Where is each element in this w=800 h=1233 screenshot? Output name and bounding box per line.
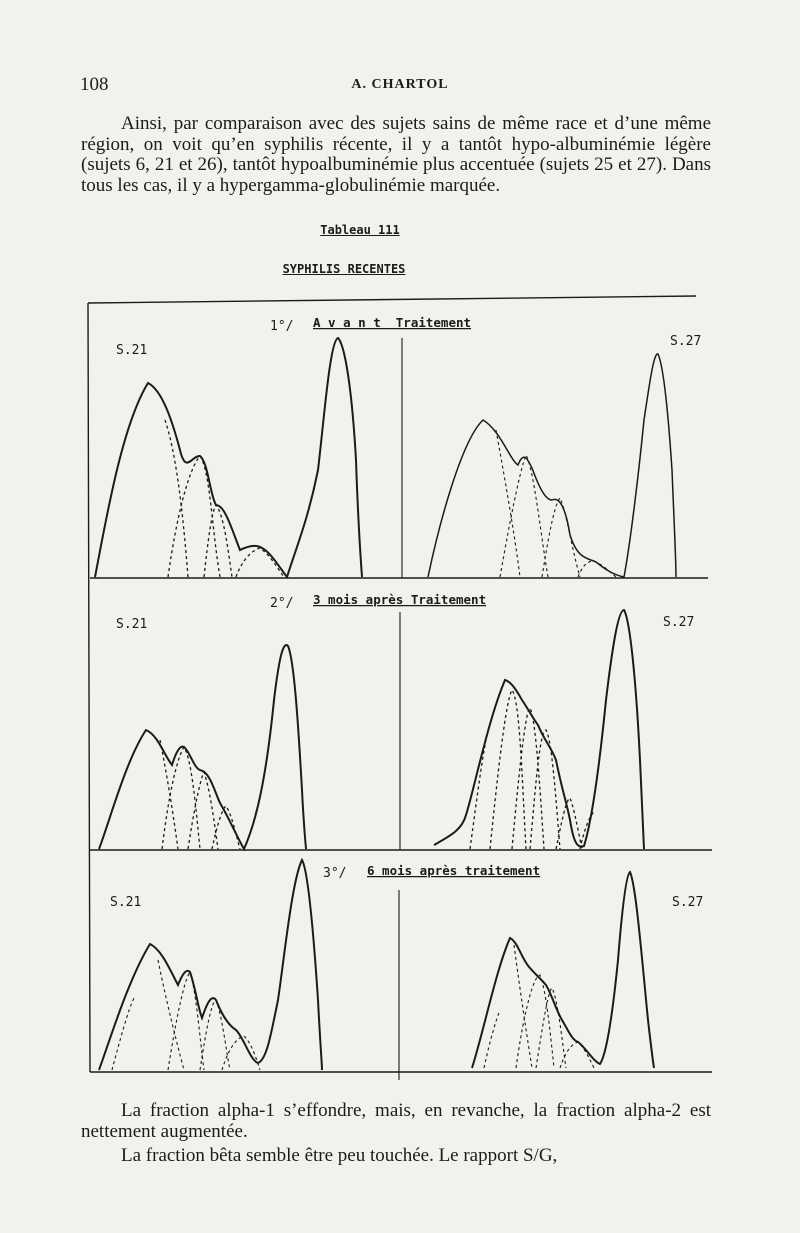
panel-1-right-label: S.27 bbox=[670, 334, 702, 349]
curve-p3-s21 bbox=[99, 860, 322, 1070]
panel-1-number: 1°/ bbox=[270, 319, 294, 334]
panel-1-left-label: S.21 bbox=[116, 343, 148, 358]
curve-p1-s27 bbox=[428, 354, 676, 577]
running-head-author: A. CHARTOL bbox=[351, 77, 449, 92]
panel-3-title: 6 mois après traitement bbox=[367, 863, 541, 878]
page-number: 108 bbox=[80, 74, 109, 95]
panel-3-left-label: S.21 bbox=[110, 895, 142, 910]
panel-2-title: 3 mois après Traitement bbox=[313, 592, 487, 607]
curve-p2-s21 bbox=[99, 645, 306, 849]
curve-p1-s21 bbox=[95, 338, 362, 577]
panel-2-number: 2°/ bbox=[270, 596, 294, 611]
fractions-p2-s27 bbox=[470, 690, 594, 849]
curve-p3-s27 bbox=[472, 872, 654, 1068]
paragraph-alpha bbox=[81, 1101, 711, 1142]
paragraph-beta-text: La fraction bêta semble être peu touchée. Le rapport S/G, bbox=[121, 1145, 558, 1166]
fractions-p1-s21 bbox=[165, 420, 284, 577]
figure-subtitle: SYPHILIS RECENTES bbox=[282, 262, 406, 276]
table-caption: Tableau 111 bbox=[320, 223, 400, 237]
paragraph-intro-text: Ainsi, par comparaison avec des sujets sains de même race et d’une même région, on voit qu’en syphilis récente, il y a tantôt hypo-albuminémie légère (sujets 6, 21 et 26), tantôt hypoalbuminémie plus accentuée (sujets 25 et 27). Dans tous les cas, il y a hypergamma-globulinémie marquée. bbox=[81, 113, 711, 196]
fractions-p1-s27 bbox=[496, 430, 616, 577]
fractions-p2-s21 bbox=[160, 740, 240, 849]
paragraph-beta bbox=[81, 1146, 711, 1167]
panel-3-number: 3°/ bbox=[323, 866, 347, 881]
panel-2-right-label: S.27 bbox=[663, 615, 695, 630]
paragraph-alpha-text: La fraction alpha-1 s’effondre, mais, en revanche, la fraction alpha-2 est nettement augmentée. bbox=[81, 1100, 711, 1142]
panel-2-left-label: S.21 bbox=[116, 617, 148, 632]
curve-p2-s27 bbox=[434, 610, 644, 849]
panel-1-title: A v a n t Traitement bbox=[313, 315, 472, 330]
panel-3-right-label: S.27 bbox=[672, 895, 704, 910]
